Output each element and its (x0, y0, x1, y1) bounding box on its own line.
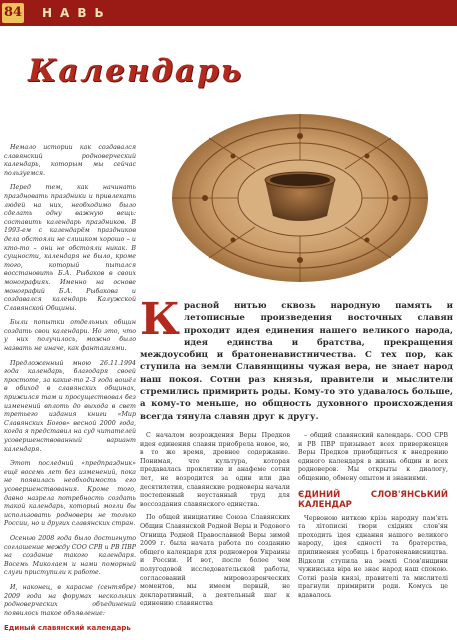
ukrainian-paragraph: Червоною ниткою крізь народну пам'ять та літописні твори східних слов'ян проходить ідея єднання нашого великого народу, ідея єдності та братерства, припинення усобиць і братоненависництва. Відколи ступила на землі Слов'янщини чужинська віра не знає народ наш спокою. Сотні разів князі, правителі та мислителі прагнули примирити роди. Комусь це вдавалось (298, 514, 448, 599)
right-paragraph: – общий славянский календарь. СОО СРВ и РВ ПВР призывает всех приверженцев Веры Предков приобщиться к внедрению единого календаря в жизнь общин и всех родноверов. Мы открыты к диалогу, общению, обмену опытом и знаниями. (298, 432, 448, 482)
sidebar-paragraph: Предложенный мною 26.11.1994 года календарь, благодаря своей простоте, за какие-то 2-3 года вошёл в обиход в славянских общинах, прижился там и просуществовал без изменений вплоть до выхода в свет третьего издания книги «Мир Славянских Богов» весной 2000 года, когда я представил на суд читателей усовершенствованный вариант календаря. (4, 359, 136, 453)
article-title: Календарь (28, 53, 244, 89)
sidebar-paragraph: Были попытки отдельных общин создать свои календари. Но это, что у них получилось, можно было назвать не иначе, как фантазиями. (4, 319, 136, 353)
right-column (298, 432, 448, 606)
sidebar-paragraph: Перед тем, как начинать праздновать праздники и привлекать людей на них, необходимо было сделать одну важную вещь: составить календарь праздников. В 1993-ем с календарём праздников дела обстояли не слишком хорошо – и кто-то – они не обстояли никак. В сущности, календаря не было, кроме того, который пытался восстановить Б.А. Рыбаков в своих монографиях. Именно на основе монографий Б.А. Рыбакова и создавался календарь Калужской Славянской Общины. (4, 184, 136, 312)
calendar-wheel-image (165, 108, 435, 288)
lead-paragraph (140, 294, 453, 423)
sidebar-column (4, 144, 136, 639)
sidebar-paragraph: Немало истории как создавался славянский родноверческий календарь, которым мы сейчас пользуемся. (4, 144, 136, 177)
page-header (0, 0, 457, 26)
drop-cap: К (140, 294, 181, 345)
section-title: НАВЬ (42, 6, 112, 20)
page-number: 84 (2, 3, 24, 23)
middle-column (140, 432, 290, 614)
sidebar-paragraph: Осенью 2008 года было достигнуто соглашение между СОО СРВ и РВ ПВР на создание такого календаря. Восемь Миколаем и нами поморный слуги приступили к работе. (4, 534, 136, 577)
sidebar-paragraph: Этот последний «предпраздник» ещё восемь лет без изменений, пока не появилась необходимость его усовершенствования. Кроме того, давно назрела потребность создать такой календарь, который могли бы использовать родноверы не только России, но и других славянских стран. (4, 460, 136, 528)
middle-paragraph: С началом возрождения Веры Предков идея единения славян приобрела новое, но, в то же время, древнее содержание. Понимая, что культура, которая предавалась проклятию и анафеме сотни лет, не возродится за один или два десятилетия, славянские родноверы начали постепенный неустанный труд для воссоздания славянского единства. (140, 432, 290, 508)
sidebar-paragraph: И, наконец, в карасне (сентябре) 2009 года на форумах нескольких родноверческих объединений появилось такое объявление: (4, 583, 136, 617)
middle-paragraph: По общей инициативе Союза Славянских Общин Славянской Родной Веры и Родового Огнища Родной Православной Веры зимой 2009 г. была начата работа по созданию общего календаря для родноверов Украины и России. И вот, после более чем полугодовой исследовательской работы, согласований мировоззренческих моментов, мы имеем первый, не декларативный, а деятельный шаг к единению славянства (140, 514, 290, 608)
sidebar-heading: Единый славянский календарь (4, 624, 131, 633)
ukrainian-heading: ЄДИНИЙ СЛОВ'ЯНСЬКИЙ КАЛЕНДАР (298, 489, 448, 510)
lead-text: расной нитью сквозь народную память и летописные произведения восточных славян проходит идея единения нашего великого народа, идея единства и братства, прекращения междоусобиц и братоненавистничества. С тех пор, как ступила на земли Славянщины чужая вера, не знает народ наш покоя. Сотни раз князья, правители и мыслители стремились примирить роды. Кому-то это удавалось больше, а кому-то меньше, но общность духовного происхождения всегда тянула славян друг к другу. (140, 301, 453, 422)
